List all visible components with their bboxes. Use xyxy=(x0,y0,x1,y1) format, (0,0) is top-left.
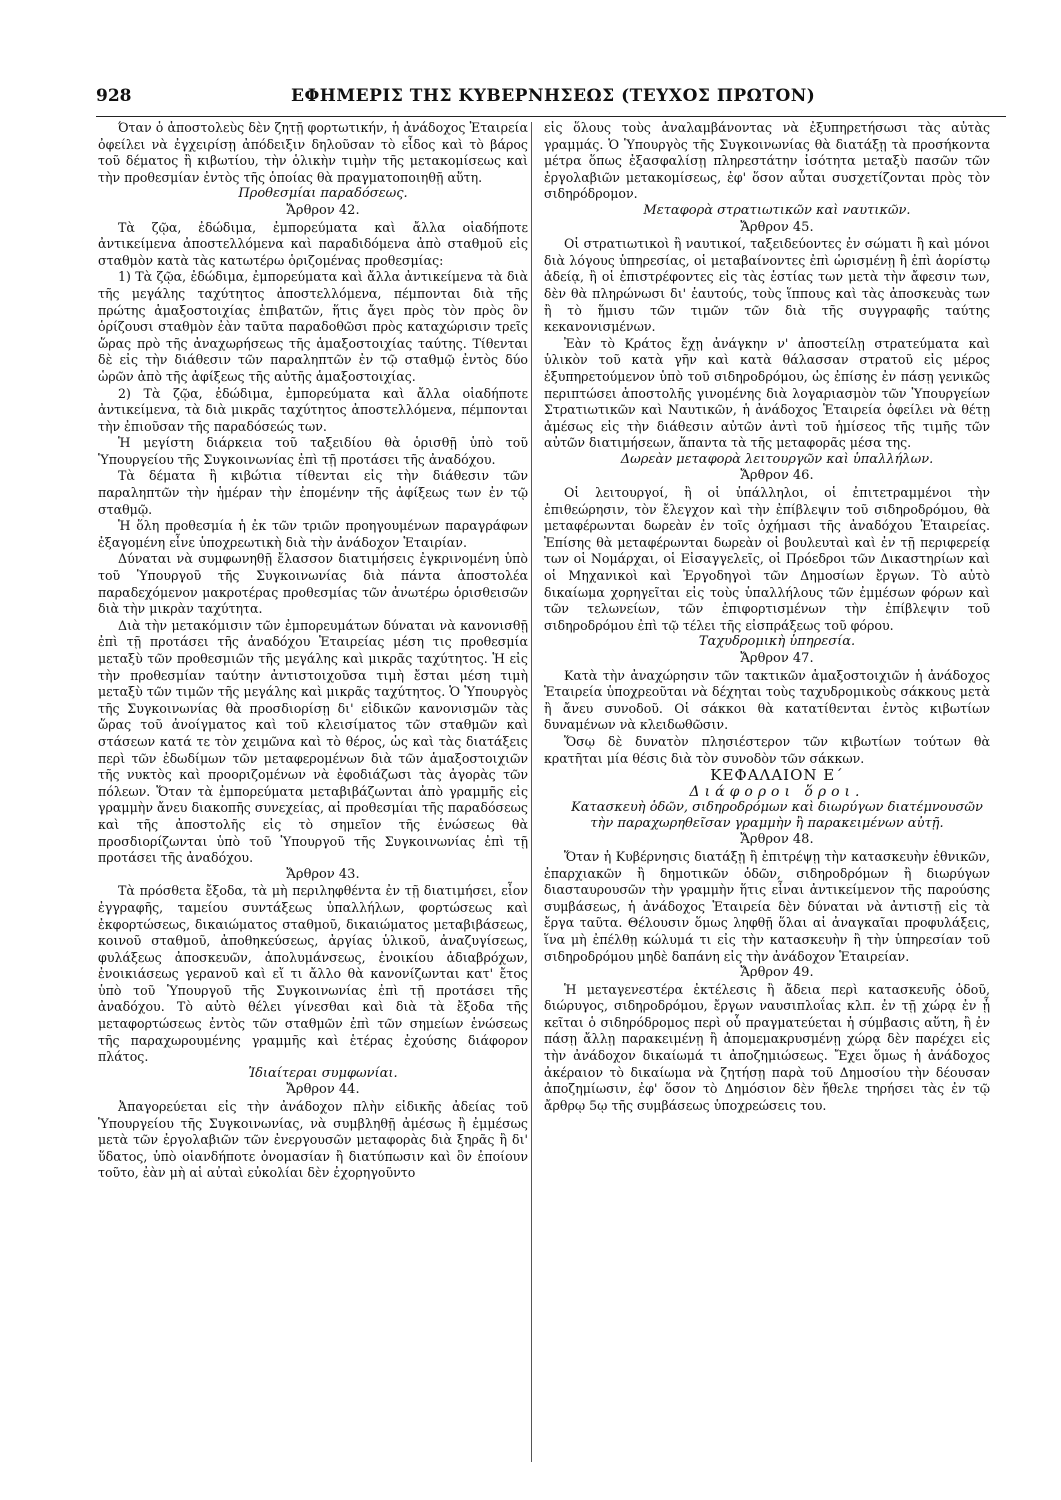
paragraph: Ὅσῳ δὲ δυνατὸν πλησιέστερον τῶν κιβωτίων τούτων θὰ κρατῆται μία θέσις διὰ τὸν συνοδὸν τῶν σάκκων. xyxy=(544,733,990,766)
article-heading: Ἄρθρον 47. xyxy=(740,651,814,666)
chapter-description: Κατασκευὴ ὁδῶν, σιδηροδρόμων καὶ διωρύγων διατέμνουσῶν τὴν παραχωρηθεῖσαν γραμμὴν ἢ παρακειμένων αὐτῇ. xyxy=(571,800,983,832)
article-heading: Ἄρθρον 46. xyxy=(740,468,814,484)
paragraph: Ἡ μεγίστη διάρκεια τοῦ ταξειδίου θὰ ὁρισθῇ ὑπὸ τοῦ Ὑπουργείου τῆς Συγκοινωνίας ἐπὶ τῇ προτάσει τῆς ἀναδόχου. xyxy=(98,435,528,467)
running-title: ΕΦΗΜΕΡΙΣ ΤΗΣ ΚΥΒΕΡΝΗΣΕΩΣ (ΤΕΥΧΟΣ ΠΡΩΤΟΝ) xyxy=(291,86,816,106)
right-column xyxy=(544,120,990,1114)
article-heading: Ἄρθρον 42. xyxy=(286,202,360,218)
paragraph: Τὰ ζῷα, ἐδώδιμα, ἐμπορεύματα καὶ ἄλλα οἱαδήποτε ἀντικείμενα ἀποστελλόμενα καὶ παραδιδόμενα ἀπὸ σταθμοῦ εἰς σταθμὸν κατὰ τὰς κατωτέρω ὁριζομένας προθεσμίας: xyxy=(98,219,528,268)
article-heading: Ἄρθρον 45. xyxy=(740,219,814,235)
paragraph: Κατὰ τὴν ἀναχώρησιν τῶν τακτικῶν ἁμαξοστοιχιῶν ἡ ἀνάδοχος Ἑταιρεία ὑποχρεοῦται νὰ δέχηται τοὺς ταχυδρομικοὺς σάκκους μετὰ ἢ ἄνευ συνοδοῦ. Οἱ σάκκοι θὰ κατατίθενται ἐντὸς κιβωτίων δυναμένων νὰ κλειδωθῶσιν. xyxy=(544,667,990,733)
article-heading: Ἄρθρον 48. xyxy=(740,832,814,848)
paragraph: Οἱ στρατιωτικοὶ ἢ ναυτικοί, ταξειδεύοντες ἐν σώματι ἢ καὶ μόνοι διὰ λόγους ὑπηρεσίας, οἱ μεταβαίνοντες ἐπὶ ὡρισμένῃ ἢ ἐπὶ ἀορίστῳ ἀδείᾳ, ἢ οἱ ἐπιστρέφοντες εἰς τὰς ἑστίας των μετὰ τὴν ἄφεσιν των, δὲν θὰ πληρώνωσι δι' ἑαυτούς, τοὺς ἵππους καὶ τὰς ἀποσκευὰς των ἢ τὸ ἥμισυ τῶν τιμῶν τῶν διὰ τῆς συγγραφῆς ταύτης κεκανονισμένων. xyxy=(544,236,990,335)
left-column xyxy=(98,120,528,1182)
paragraph: Οἱ λειτουργοί, ἢ οἱ ὑπάλληλοι, οἱ ἐπιτετραμμένοι τὴν ἐπιθεώρησιν, τὸν ἔλεγχον καὶ τὴν ἐπίβλεψιν τοῦ σιδηροδρόμου, θὰ μεταφέρωνται δωρεὰν ἐν τοῖς ὀχήμασι τῆς ἀναδόχου Ἑταιρείας. Ἐπίσης θὰ μεταφέρωνται δωρεὰν οἱ βουλευταὶ καὶ ἐν τῇ περιφερείᾳ των οἱ Νομάρχαι, οἱ Εἰσαγγελεῖς, οἱ Πρόεδροι τῶν Δικαστηρίων καὶ οἱ Μηχανικοὶ καὶ Ἐργοδηγοὶ τῶν Δημοσίων ἔργων. Τὸ αὐτὸ δικαίωμα χορηγεῖται εἰς τοὺς ὑπαλλήλους τῶν ἐμμέσων φόρων καὶ τῶν τελωνείων, τῶν ἐπιφορτισμένων τὴν ἐπίβλεψιν τοῦ σιδηροδρόμου ἐπὶ τῷ τέλει τῆς εἰσπράξεως τοῦ φόρου. xyxy=(544,485,990,633)
section-heading: Προθεσμίαι παραδόσεως. xyxy=(238,186,408,202)
paragraph: Τὰ δέματα ἢ κιβώτια τίθενται εἰς τὴν διάθεσιν τῶν παραληπτῶν τὴν ἡμέραν τὴν ἐπομένην τῆς ἀφίξεως των ἐν τῷ σταθμῷ. xyxy=(98,468,528,517)
paragraph: Ἡ μεταγενεστέρα ἐκτέλεσις ἢ ἄδεια περὶ κατασκευῆς ὁδοῦ, διώρυγος, σιδηροδρόμου, ἔργων ναυσιπλοΐας κλπ. ἐν τῇ χώρᾳ ἐν ᾗ κεῖται ὁ σιδηρόδρομος περὶ οὗ πραγματεύεται ἡ σύμβασις αὕτη, ἢ ἐν πάσῃ ἄλλῃ παρακειμένῃ ἢ ἀπομεμακρυσμένῃ χώρᾳ δὲν παρέχει εἰς τὴν ἀνάδοχον δικαίωμά τι ἀποζημιώσεως. Ἔχει ὅμως ἡ ἀνάδοχος ἀκέραιον τὸ δικαίωμα νὰ ζητήσῃ παρὰ τοῦ Δημοσίου τὴν δέουσαν ἀποζημίωσιν, ἐφ' ὅσον τὸ Δημόσιον δὲν ἤθελε τηρήσει τὰς ἐν τῷ ἄρθρῳ 5ῳ τῆς συμβάσεως ὑποχρεώσεις του. xyxy=(544,981,990,1113)
chapter-heading: ΚΕΦΑΛΑΙΟΝ Ε΄ xyxy=(710,766,844,785)
paragraph: 2) Τὰ ζῷα, ἐδώδιμα, ἐμπορεύματα καὶ ἄλλα οἱαδήποτε ἀντικείμενα, τὰ διὰ μικρᾶς ταχύτητος ἀποστελλόμενα, πέμπονται τὴν ἐπιοῦσαν τῆς παραδόσεώς των. xyxy=(98,385,528,434)
chapter-subheading: Διάφοροι ὅροι. xyxy=(689,783,865,800)
page-header xyxy=(96,86,996,114)
page-number: 928 xyxy=(96,86,132,106)
article-heading: Ἄρθρον 49. xyxy=(740,965,814,981)
paragraph: εἰς ὅλους τοὺς ἀναλαμβάνοντας νὰ ἐξυπηρετήσωσι τὰς αὐτὰς γραμμάς. Ὁ Ὑπουργὸς τῆς Συγκοινωνίας θὰ διατάξῃ τὰ προσήκοντα μέτρα ὅπως ἐξασφαλίσῃ πληρεστάτην ἰσότητα μεταξὺ πασῶν τῶν ἐργολαβιῶν μετακομίσεως, ἐφ' ὅσον αὗται συσχετίζονται πρὸς τὸν σιδηρόδρομον. xyxy=(544,120,990,202)
article-heading: Ἄρθρον 43. xyxy=(286,866,360,882)
paragraph: Ἐὰν τὸ Κράτος ἔχῃ ἀνάγκην ν' ἀποστείλῃ στρατεύματα καὶ ὑλικὸν τοῦ κατὰ γῆν καὶ κατὰ θάλασσαν στρατοῦ εἰς μέρος ἐξυπηρετούμενον ὑπὸ τοῦ σιδηροδρόμου, ὡς ἐπίσης ἐν πάσῃ γενικῶς περιπτώσει ἀποστολῆς γινομένης διὰ λογαριασμὸν τῶν Ὑπουργείων Στρατιωτικῶν καὶ Ναυτικῶν, ἡ ἀνάδοχος Ἑταιρεία ὀφείλει νὰ θέτῃ ἀμέσως εἰς τὴν διάθεσιν αὐτῶν ἀντὶ τοῦ ἡμίσεος τῆς τιμῆς τῶν αὐτῶν διατιμήσεων, ἅπαντα τὰ τῆς μεταφορᾶς μέσα της. xyxy=(544,335,990,451)
paragraph: Τὰ πρόσθετα ἔξοδα, τὰ μὴ περιληφθέντα ἐν τῇ διατιμήσει, εἶον ἐγγραφῆς, ταμείου συντάξεως ὑπαλλήλων, φορτώσεως καὶ ἐκφορτώσεως, δικαιώματος σταθμοῦ, δικαιώματος μεταβιβάσεως, κοινοῦ σταθμοῦ, ἀποθηκεύσεως, ἀργίας ὑλικοῦ, ἀναζυγίσεως, φυλάξεως ἀποσκευῶν, ἀπολυμάνσεως, ἐνοικίου ἀδιαβρόχων, ἐνοικιάσεως γερανοῦ καὶ εἴ τι ἄλλο θὰ κανονίζωνται κατ' ἔτος ὑπὸ τοῦ Ὑπουργοῦ τῆς Συγκοινωνίας ἐπὶ τῇ προτάσει τῆς ἀναδόχου. Τὸ αὐτὸ θέλει γίνεσθαι καὶ διὰ τὰ ἔξοδα τῆς μεταφορτώσεως ἐντὸς τῶν σταθμῶν ἐπὶ τῶν σημείων ἑνώσεως τῆς παραχωρουμένης γραμμῆς καὶ ἑτέρας ἐχούσης διάφορον πλάτος. xyxy=(98,883,528,1065)
paragraph: Ἀπαγορεύεται εἰς τὴν ἀνάδοχον πλὴν εἰδικῆς ἀδείας τοῦ Ὑπουργείου τῆς Συγκοινωνίας, νὰ συμβληθῇ ἀμέσως ἢ ἐμμέσως μετὰ τῶν ἐργολαβιῶν τῶν ἐνεργουσῶν μεταφορὰς διὰ ξηρᾶς ἢ δι' ὕδατος, ὑπὸ οἱανδήποτε ὀνομασίαν ἢ διατύπωσιν καὶ ὃν ἐποίουν τοῦτο, ἐὰν μὴ αἱ αὐταὶ εὐκολίαι δὲν ἐχορηγοῦντο xyxy=(98,1099,528,1181)
article-heading: Ἄρθρον 44. xyxy=(286,1082,360,1098)
paragraph: Όταν ὁ ἀποστολεὺς δὲν ζητῇ φορτωτικήν, ἡ ἀνάδοχος Ἑταιρεία ὀφείλει νὰ ἐγχειρίσῃ ἀπόδειξιν δηλοῦσαν τὸ εἶδος καὶ τὸ βάρος τοῦ δέματος ἢ κιβωτίου, τὴν ὁλικὴν τιμὴν τῆς μετακομίσεως καὶ τὴν προθεσμίαν ἐντὸς τῆς ὁποίας θὰ πραγματοποιηθῇ αὕτη. xyxy=(98,120,528,185)
section-heading: Ταχυδρομικὴ ὑπηρεσία. xyxy=(698,634,856,650)
section-heading: Ἰδιαίτεραι συμφωνίαι. xyxy=(248,1065,398,1081)
section-heading: Δωρεὰν μεταφορὰ λειτουργῶν καὶ ὑπαλλήλων. xyxy=(620,451,934,467)
header-rule xyxy=(96,116,1006,117)
section-heading: Μεταφορὰ στρατιωτικῶν καὶ ναυτικῶν. xyxy=(643,202,911,218)
paragraph: Ὅταν ἡ Κυβέρνησις διατάξῃ ἢ ἐπιτρέψῃ τὴν κατασκευὴν ἐθνικῶν, ἐπαρχιακῶν ἢ δημοτικῶν ὁδῶν, σιδηροδρόμων ἢ διωρύγων διασταυρουσῶν τὴν γραμμὴν ἥτις εἶναι ἀντικείμενον τῆς παρούσης συμβάσεως, ἡ ἀνάδοχος Ἑταιρεία δὲν δύναται νὰ ἀντιστῇ εἰς τὰ ἔργα ταῦτα. Θέλουσιν ὅμως ληφθῇ ὅλαι αἱ ἀναγκαῖαι προφυλάξεις, ἵνα μὴ ἐπέλθῃ κώλυμά τι εἰς τὴν κατασκευὴν ἢ τὴν ὑπηρεσίαν τοῦ σιδηροδρόμου μηδὲ δαπάνη εἰς τὴν ἀνάδοχον Ἑταιρείαν. xyxy=(544,848,990,964)
paragraph: Δύναται νὰ συμφωνηθῇ ἔλασσον διατιμήσεις ἐγκρινομένη ὑπὸ τοῦ Ὑπουργοῦ τῆς Συγκοινωνίας διὰ πάντα ἀποστολέα παραδεχόμενον μακροτέρας προθεσμίας τῶν ἀνωτέρω ὁρισθεισῶν διὰ τὴν μικρὰν ταχύτητα. xyxy=(98,551,528,617)
paragraph: Διὰ τὴν μετακόμισιν τῶν ἐμπορευμάτων δύναται νὰ κανονισθῇ ἐπὶ τῇ προτάσει τῆς ἀναδόχου Ἑταιρείας μέση τις προθεσμία μεταξὺ τῶν προθεσμιῶν τῆς μεγάλης καὶ μικρᾶς ταχύτητος. Ἡ εἰς τὴν προθεσμίαν ταύτην ἀντιστοιχοῦσα τιμὴ ἔσται μέση τιμὴ μεταξὺ τῶν τιμῶν τῆς μεγάλης καὶ μικρᾶς ταχύτητος. Ὁ Ὑπουργὸς τῆς Συγκοινωνίας θὰ προσδιορίσῃ δι' εἰδικῶν κανονισμῶν τὰς ὥρας τοῦ ἀνοίγματος καὶ τοῦ κλεισίματος τῶν σταθμῶν καὶ στάσεων κατά τε τὸν χειμῶνα καὶ τὸ θέρος, ὡς καὶ τὰς διατάξεις περὶ τῶν ἐδωδίμων τῶν μεταφερομένων διὰ τῶν ἁμαξοστοιχιῶν τῆς νυκτὸς καὶ προοριζομένων νὰ ἐφοδιάζωσι τὰς ἀγορὰς τῶν πόλεων. Ὅταν τὰ ἐμπορεύματα μεταβιβάζωνται ἀπὸ γραμμῆς εἰς γραμμὴν ἄνευ διακοπῆς συνεχείας, αἱ προθεσμίαι τῆς παραδόσεως καὶ τῆς ἀποστολῆς εἰς τὸ σημεῖον τῆς ἑνώσεως θὰ προσδιορίζωνται ὑπὸ τοῦ Ὑπουργοῦ τῆς Συγκοινωνίας ἐπὶ τῇ προτάσει τῆς ἀναδόχου. xyxy=(98,617,528,866)
column-divider xyxy=(531,122,532,1462)
paragraph: 1) Τὰ ζῷα, ἐδώδιμα, ἐμπορεύματα καὶ ἄλλα ἀντικείμενα τὰ διὰ τῆς μεγάλης ταχύτητος ἀποστελλόμενα, πέμπονται διὰ τῆς πρώτης ἁμαξοστοιχίας ἐπιβατῶν, ἥτις ἄγει πρὸς τὸν πρὸς ὃν ὁρίζουσι σταθμὸν ἐὰν ταῦτα παραδοθῶσι πρὸς καταχώρισιν τρεῖς ὥρας πρὸ τῆς ἀναχωρήσεως τῆς ἁμαξοστοιχίας ταύτης. Τίθενται δὲ εἰς τὴν διάθεσιν τῶν παραληπτῶν ἐν τῷ σταθμῷ ἐντὸς δύο ὡρῶν ἀπὸ τῆς ἀφίξεως τῆς αὐτῆς ἁμαξοστοιχίας. xyxy=(98,269,528,384)
paragraph: Ἡ ὅλη προθεσμία ἡ ἐκ τῶν τριῶν προηγουμένων παραγράφων ἐξαγομένη εἶνε ὑποχρεωτικὴ διὰ τὴν ἀνάδοχον Ἑταιρίαν. xyxy=(98,518,528,550)
